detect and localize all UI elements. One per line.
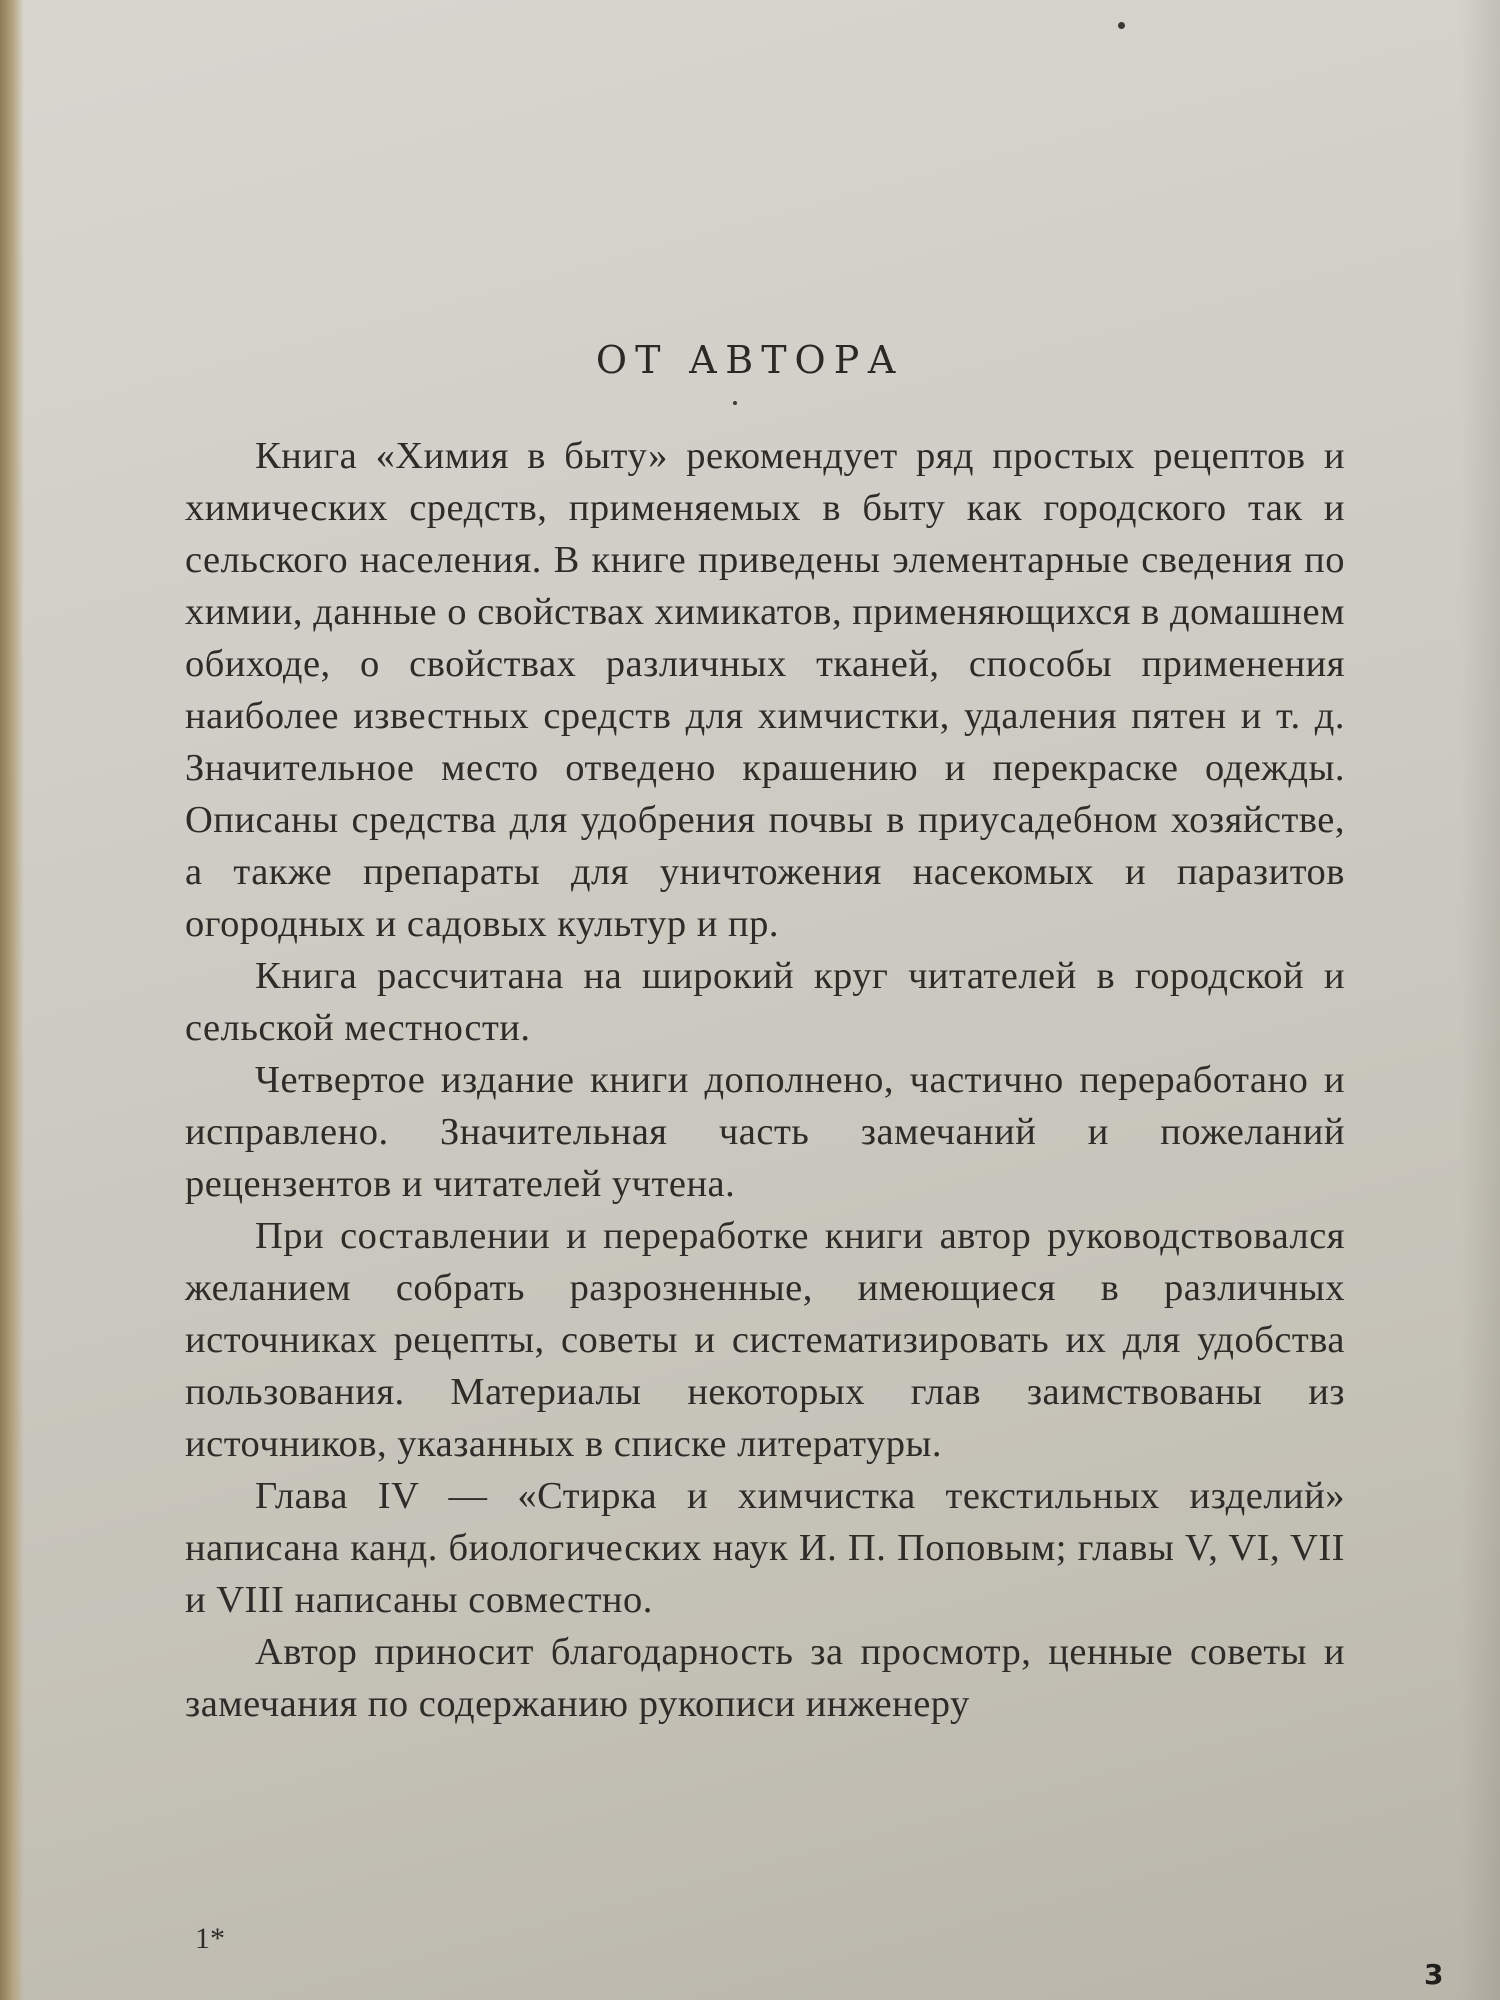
page-number: 3: [1424, 1958, 1444, 1991]
print-speck: [733, 401, 737, 405]
paragraph-thanks: Автор приносит благодарность за просмотр, ценные советы и замечания по содержанию рукописи инженеру: [185, 1631, 1345, 1725]
page-shadow: [1460, 0, 1500, 2000]
body-text: [185, 430, 1345, 1730]
chapter-heading: ОТ АВТОРА: [595, 338, 905, 382]
paragraph-edition: Четвертое издание книги дополнено, частично переработано и исправлено. Значительная часть замечаний и пожеланий рецензентов и читателей учтена.: [185, 1059, 1345, 1205]
paragraph-method: При составлении и переработке книги автор руководствовался желанием собрать разрозненные, имеющиеся в различных источниках рецепты, советы и систематизировать их для удобства пользования. Материалы некоторых глав заимствованы из источников, указанных в списке литературы.: [185, 1215, 1345, 1465]
print-speck: [1118, 22, 1125, 29]
paragraph-chapters: Глава IV — «Стирка и химчистка текстильных изделий» написана канд. биологических наук И. П. Поповым; главы V, VI, VII и VIII написаны совместно.: [185, 1475, 1345, 1621]
paragraph-audience: Книга рассчитана на широкий круг читателей в городской и сельской местности.: [185, 955, 1345, 1049]
page-binding-edge: [0, 0, 24, 2000]
signature-mark: 1*: [195, 1922, 225, 1955]
paragraph-intro: Книга «Химия в быту» рекомендует ряд простых рецептов и химических средств, применяемых в быту как городского так и сельского населения. В книге приведены элементарные сведения по химии, данные о свойствах химикатов, применяющихся в домашнем обиходе, о свойствах различных тканей, способы применения наиболее известных средств для химчистки, удаления пятен и т. д. Значительное место отведено крашению и перекраске одежды. Описаны средства для удобрения почвы в приусадебном хозяйстве, а также препараты для уничтожения насекомых и паразитов огородных и садовых культур и пр.: [185, 435, 1345, 945]
